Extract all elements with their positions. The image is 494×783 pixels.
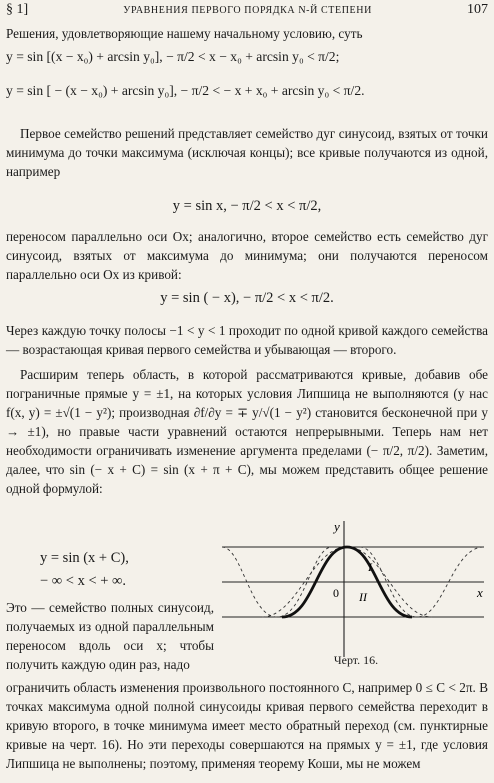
- paragraph-extend-region: Расширим теперь область, в которой рассматриваются кривые, добавив обе пограничные прямые y = ±1, на которых условия Липшица не выполняются (у нас f(x, y) = ±√(1 − y²); производная ∂f/∂y = ∓ y/√(1 − y²) становится бесконечной при y → ±1), но правые части уравнений остаются непрерывными. Теперь нам нет необходимости ограничивать изменение аргумента пределами (− π/2, π/2). Заметим, далее, что sin (− x + C) = sin (x + π + C), мы можем представить общее решение одной формулой:: [6, 367, 488, 496]
- y-axis-label: y: [334, 519, 340, 534]
- figure-caption: Черт. 16.: [333, 653, 379, 667]
- equation-sin-minus-x: y = sin ( − x), − π/2 < x < π/2.: [160, 290, 334, 306]
- equation-general-solution: y = sin (x + C),: [40, 550, 129, 566]
- running-title: УРАВНЕНИЯ ПЕРВОГО ПОРЯДКА N-Й СТЕПЕНИ: [123, 5, 372, 16]
- paragraph-full-sinusoids-wrap: Это — семейство полных синусоид, получаемых из одной параллельным переносом вдоль оси x; чтобы получить каждую один раз, надо: [6, 600, 214, 672]
- origin-label: 0: [333, 586, 339, 600]
- running-header: [6, 2, 488, 22]
- paragraph-first-family: Первое семейство решений представляет семейство дуг синусоид, взятых от точки минимума до точки максимума (исключая концы); все кривые получаются из одной, например: [6, 126, 488, 179]
- equation-family-1: y = sin [(x − x₀) + arcsin y₀], − π/2 < x − x₀ + arcsin y₀ < π/2;: [6, 49, 340, 64]
- curve-label-one: I: [368, 560, 372, 574]
- equation-sin-x: y = sin x, − π/2 < x < π/2,: [172, 198, 322, 214]
- paragraph-strip: Через каждую точку полосы −1 < y < 1 проходит по одной кривой каждого семейства — возрастающая кривая первого семейства и убывающая — второго.: [6, 323, 488, 357]
- page-number: 107: [467, 2, 488, 17]
- figure-16: [222, 517, 490, 659]
- sinusoid-diagram: [222, 517, 490, 659]
- x-axis-label: x: [477, 585, 483, 600]
- intro-line: Решения, удовлетворяющие нашему начальному условию, суть: [6, 26, 363, 41]
- equation-domain: − ∞ < x < + ∞.: [40, 573, 127, 589]
- equation-family-2: y = sin [ − (x − x₀) + arcsin y₀], − π/2 < − x + x₀ + arcsin y₀ < π/2.: [6, 83, 365, 98]
- paragraph-second-family: переносом параллельно оси Ox; аналогично, второе семейство есть семейство дуг синусоид, взятых от максимума до минимума; они получаются переносом параллельно оси Ox из кривой:: [6, 229, 488, 282]
- curve-label-two: II: [359, 590, 367, 604]
- paragraph-full-sinusoids-rest: ограничить область изменения произвольного постоянного C, например 0 ≤ C < 2π. В точках максимума одной полной синусоиды кривая первого семейства переходит в кривую второго, в точке минимума имеет место обратный переход (см. пунктирные кривые на черт. 16). Но эти переходы совершаются на прямых y = ±1, где условия Липшица не выполнены; поэтому, применяя теорему Коши, мы не можем: [6, 680, 488, 771]
- section-mark: § 1]: [6, 2, 29, 17]
